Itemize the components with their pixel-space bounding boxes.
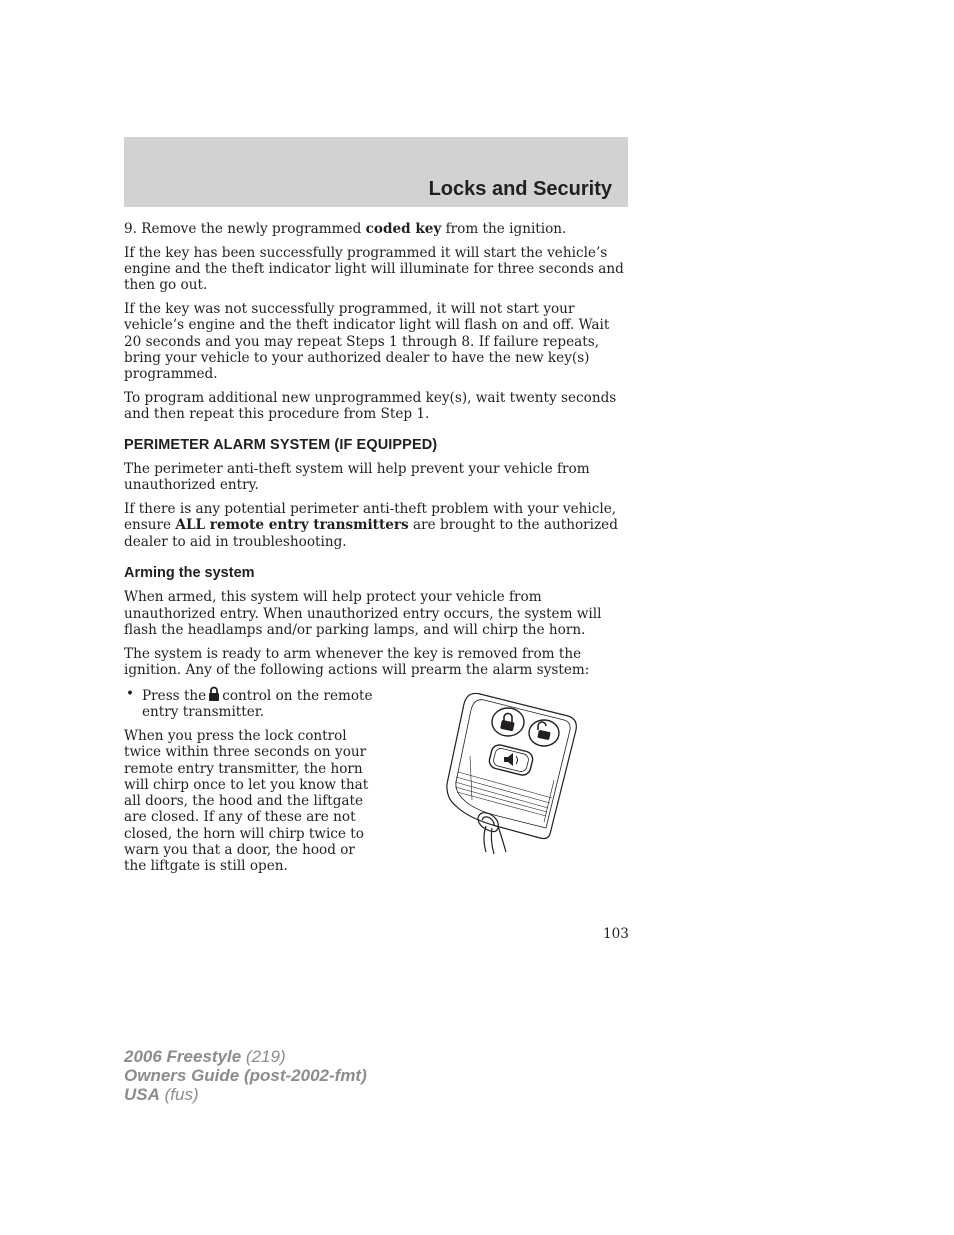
page-number: 103	[603, 926, 629, 942]
remote-entry-transmitter-illustration	[440, 688, 582, 856]
paragraph-additional-keys: To program additional new unprogrammed key(s), wait twenty seconds and then repeat this procedure from Step 1.	[124, 390, 617, 423]
subheading: Arming the system	[124, 565, 255, 582]
footer	[124, 1047, 367, 1104]
paragraph-failure: If the key was not successfully programmed, it will not start your vehicle’s engine and the theft indicator light will flash on and off. Wait 20 seconds and you may repeat Steps 1 through 8. If failure repeats, bring your vehicle to your authorized dealer to have the new key(s) programmed.	[124, 301, 610, 383]
paragraph-success: If the key has been successfully programmed it will start the vehicle’s engine and the theft indicator light will illuminate for three seconds and then go out.	[124, 244, 624, 294]
step-9: 9. Remove the newly programmed coded key from the ignition.	[124, 221, 567, 237]
paragraph-lock-control: When you press the lock control twice within three seconds on your remote entry transmitter, the horn will chirp once to let you know that all doors, the hood and the liftgate are closed. If any of these are not closed, the horn will chirp twice to warn you that a door, the hood or the liftgate is still open.	[124, 727, 369, 875]
lock-icon	[208, 686, 220, 702]
paragraph-perimeter: The perimeter anti-theft system will help prevent your vehicle from unauthorized entry.	[124, 461, 590, 494]
footer-line-1: 2006 Freestyle (219)	[124, 1047, 286, 1066]
bullet-item: • Press the control on the remote entry transmitter.	[126, 685, 373, 721]
paragraph-armed: When armed, this system will help protect your vehicle from unauthorized entry. When unauthorized entry occurs, the system will flash the headlamps and/or parking lamps, and will chirp the horn.	[124, 589, 602, 638]
paragraph-problem: If there is any potential perimeter anti-theft problem with your vehicle, ensure ALL remote entry transmitters are brought to the authorized dealer to aid in troubleshooting.	[124, 501, 618, 550]
section-heading: PERIMETER ALARM SYSTEM (IF EQUIPPED)	[124, 436, 438, 453]
section-title: Locks and Security	[428, 178, 612, 200]
paragraph-ready: The system is ready to arm whenever the key is removed from the ignition. Any of the following actions will prearm the alarm system:	[124, 645, 590, 679]
footer-line-3: USA (fus)	[124, 1085, 199, 1104]
section-header-band	[124, 137, 628, 207]
footer-line-2: Owners Guide (post-2002-fmt)	[124, 1066, 367, 1085]
